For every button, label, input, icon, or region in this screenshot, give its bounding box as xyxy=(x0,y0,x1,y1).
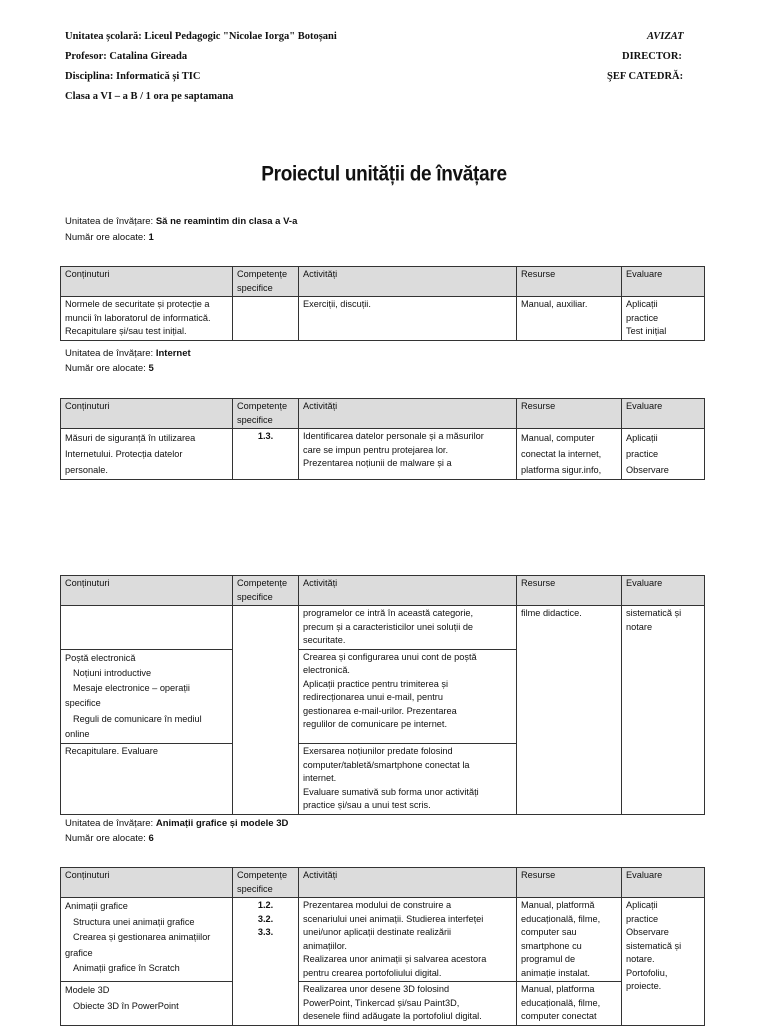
unit-1-heading: Unitatea de învățare: Să ne reamintim din clasa a V-a xyxy=(65,216,298,227)
school-line: Unitatea școlară: Liceul Pedagogic "Nicolae Iorga" Botoșani xyxy=(65,31,337,42)
col-header-resurse: Resurse xyxy=(517,267,622,297)
unit-2-heading: Unitatea de învățare: Internet xyxy=(65,348,191,359)
cell-competente xyxy=(233,297,299,341)
cell-continut: Recapitulare. Evaluare xyxy=(61,744,233,815)
unit-3-table xyxy=(60,867,705,1026)
page-title: Proiectul unității de învățare xyxy=(261,162,507,187)
cell-competente: 1.2. 3.2. 3.3. xyxy=(233,898,299,1026)
avizat-label: AVIZAT xyxy=(647,31,684,42)
col-header-resurse: Resurse xyxy=(517,576,622,606)
unit-2-table xyxy=(60,398,705,480)
col-header-competente: Competențe specifice xyxy=(233,267,299,297)
cell-evaluare: Aplicații practice Observare sistematică și notare. Portofoliu, proiecte. xyxy=(622,898,705,1026)
col-header-activitati: Activități xyxy=(299,267,517,297)
cell-activitati: Exerciții, discuții. xyxy=(299,297,517,341)
teacher-line: Profesor: Catalina Gireada xyxy=(65,51,188,62)
unit-3-heading: Unitatea de învățare: Animații grafice și modele 3D xyxy=(65,818,289,829)
unit-2-hours: Număr ore alocate: 5 xyxy=(65,363,154,374)
cell-continut: Animații grafice Structura unei animații grafice Crearea și gestionarea animațiilor grafice Animații grafice în Scratch xyxy=(61,898,233,982)
col-header-evaluare: Evaluare xyxy=(622,868,705,898)
cell-activitati: programelor ce intră în această categorie, precum și a caracteristicilor unei soluții de securitate. xyxy=(299,606,517,650)
col-header-activitati: Activități xyxy=(299,576,517,606)
cell-resurse: Manual, computer conectat la internet, platforma sigur.info, xyxy=(517,429,622,480)
col-header-evaluare: Evaluare xyxy=(622,267,705,297)
col-header-competente: Competențe specifice xyxy=(233,868,299,898)
unit-1-hours: Număr ore alocate: 1 xyxy=(65,232,154,243)
cell-competente xyxy=(233,606,299,815)
unit-1-table xyxy=(60,266,705,341)
cell-continut: Măsuri de siguranță în utilizarea Internetului. Protecția datelor personale. xyxy=(61,429,233,480)
cell-activitati: Exersarea noțiunilor predate folosind computer/tabletă/smartphone conectat la internet. Evaluare sumativă sub forma unor activități practice și/sau a unui test scris. xyxy=(299,744,517,815)
table-row xyxy=(61,297,705,341)
unit-2-continuation-table xyxy=(60,575,705,815)
cell-activitati: Realizarea unor desene 3D folosind PowerPoint, Tinkercad și/sau Paint3D, desenele fiind adăugate la portofoliul digital. xyxy=(299,982,517,1026)
table-row xyxy=(61,982,705,1026)
col-header-activitati: Activități xyxy=(299,868,517,898)
cell-activitati: Identificarea datelor personale și a măsurilor care se impun pentru protejarea lor. Prezentarea noțiunii de malware și a xyxy=(299,429,517,480)
cell-resurse: Manual, platforma educațională, filme, computer conectat xyxy=(517,982,622,1026)
col-header-evaluare: Evaluare xyxy=(622,576,705,606)
col-header-continuturi: Conținuturi xyxy=(61,868,233,898)
cell-activitati: Crearea și configurarea unui cont de poștă electronică. Aplicații practice pentru trimiterea și redirecționarea unui e-mail, pentru gestionarea e-mail-urilor. Prezentarea regulilor de comunicare pe internet. xyxy=(299,649,517,744)
table-row xyxy=(61,429,705,480)
class-line: Clasa a VI – a B / 1 ora pe saptamana xyxy=(65,91,234,102)
director-label: DIRECTOR: xyxy=(622,51,682,62)
cell-activitati: Prezentarea modului de construire a scenariului unei animații. Studierea interfeței unei/unor aplicații destinate realizării animațiilor. Realizarea unor animații și salvarea acestora pentru crearea portofoliului digital. xyxy=(299,898,517,982)
cell-continut xyxy=(61,606,233,650)
cell-evaluare: Aplicații practice Observare xyxy=(622,429,705,480)
cell-continut: Normele de securitate și protecție a muncii în laboratorul de informatică. Recapitulare și/sau test inițial. xyxy=(61,297,233,341)
table-row xyxy=(61,898,705,982)
unit-3-hours: Număr ore alocate: 6 xyxy=(65,833,154,844)
cell-evaluare: sistematică și notare xyxy=(622,606,705,815)
col-header-continuturi: Conținuturi xyxy=(61,267,233,297)
cell-resurse: Manual, auxiliar. xyxy=(517,297,622,341)
table-row xyxy=(61,606,705,650)
cell-continut: Poștă electronică Noțiuni introductive Mesaje electronice – operații specifice Reguli de comunicare în mediul online xyxy=(61,649,233,744)
cell-continut: Modele 3D Obiecte 3D în PowerPoint xyxy=(61,982,233,1026)
discipline-line: Disciplina: Informatică și TIC xyxy=(65,71,201,82)
cell-evaluare: Aplicații practice Test inițial xyxy=(622,297,705,341)
col-header-resurse: Resurse xyxy=(517,868,622,898)
col-header-competente: Competențe specifice xyxy=(233,576,299,606)
col-header-resurse: Resurse xyxy=(517,399,622,429)
cell-resurse: Manual, platformă educațională, filme, computer sau smartphone cu programul de animație instalat. xyxy=(517,898,622,982)
col-header-continuturi: Conținuturi xyxy=(61,399,233,429)
cell-competente: 1.3. xyxy=(233,429,299,480)
col-header-activitati: Activități xyxy=(299,399,517,429)
sef-catedra-label: ŞEF CATEDRĂ: xyxy=(607,71,684,82)
col-header-evaluare: Evaluare xyxy=(622,399,705,429)
cell-resurse: filme didactice. xyxy=(517,606,622,815)
col-header-competente: Competențe specifice xyxy=(233,399,299,429)
col-header-continuturi: Conținuturi xyxy=(61,576,233,606)
